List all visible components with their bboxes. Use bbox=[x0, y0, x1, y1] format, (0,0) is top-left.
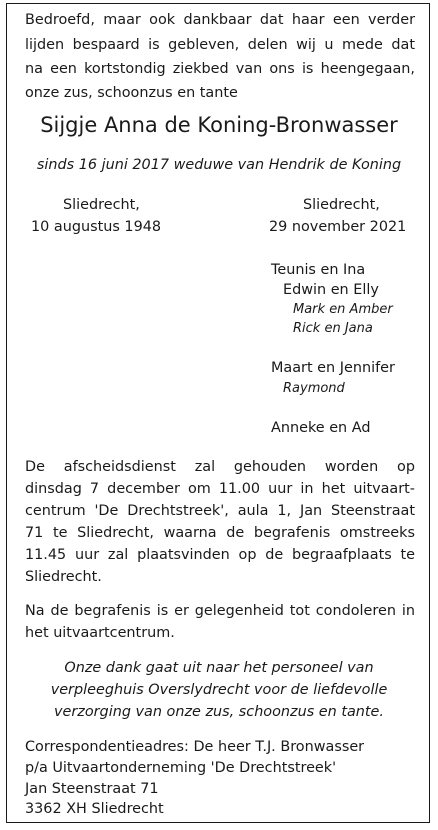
family-g1a1: Mark en Amber bbox=[293, 302, 393, 317]
thanks-line-2: verpleeghuis Overslydrecht voor de liefdevolle bbox=[50, 682, 388, 698]
address-line-4: 3362 XH Sliedrecht bbox=[25, 801, 164, 817]
family-g3: Anneke en Ad bbox=[271, 420, 371, 436]
address-line-3: Jan Steenstraat 71 bbox=[25, 781, 159, 797]
death-notice-card bbox=[6, 3, 430, 823]
thanks-line-1: Onze dank gaat uit naar het personeel van bbox=[64, 660, 374, 676]
condolence-line-2: het uitvaartcentrum. bbox=[25, 625, 175, 641]
service-line-4: 71 te Sliedrecht, waarna de begrafenis omstreeks bbox=[25, 525, 415, 541]
intro-line-3: na een kortstondig ziekbed van ons is heengegaan, bbox=[25, 61, 415, 77]
family-g1a: Edwin en Elly bbox=[283, 282, 379, 298]
service-line-5: 11.45 uur zal plaatsvinden op de begraafplaats te bbox=[25, 547, 415, 563]
family-g2a: Raymond bbox=[283, 381, 345, 396]
service-line-1: De afscheidsdienst zal gehouden worden op bbox=[25, 459, 415, 475]
widow-line: sinds 16 juni 2017 weduwe van Hendrik de Koning bbox=[36, 157, 402, 173]
family-g2: Maart en Jennifer bbox=[271, 360, 395, 376]
death-place: Sliedrecht, bbox=[303, 197, 380, 213]
intro-line-4: onze zus, schoonzus en tante bbox=[25, 85, 238, 101]
intro-line-1: Bedroefd, maar ook dankbaar dat haar een verder bbox=[25, 12, 415, 28]
thanks-line-3: verzorging van onze zus, schoonzus en tante. bbox=[54, 704, 384, 720]
condolence-line-1: Na de begrafenis is er gelegenheid tot condoleren in bbox=[25, 603, 415, 619]
address-line-2: p/a Uitvaartonderneming 'De Drechtstreek' bbox=[25, 760, 337, 776]
address-line-1: Correspondentieadres: De heer T.J. Bronwasser bbox=[25, 739, 365, 755]
service-line-3: centrum 'De Drechtstreek', aula 1, Jan Steenstraat bbox=[25, 503, 415, 519]
death-date: 29 november 2021 bbox=[269, 219, 407, 235]
intro-line-2: lijden bespaard is gebleven, delen wij u mede dat bbox=[25, 37, 415, 53]
family-g1: Teunis en Ina bbox=[271, 262, 366, 278]
family-g1a2: Rick en Jana bbox=[293, 321, 373, 336]
deceased-name: Sijgje Anna de Koning-Bronwasser bbox=[40, 113, 398, 137]
birth-date: 10 augustus 1948 bbox=[31, 219, 162, 235]
service-line-2: dinsdag 7 december om 11.00 uur in het uitvaart- bbox=[25, 481, 415, 497]
birth-place: Sliedrecht, bbox=[63, 197, 140, 213]
service-line-6: Sliedrecht. bbox=[25, 569, 102, 585]
